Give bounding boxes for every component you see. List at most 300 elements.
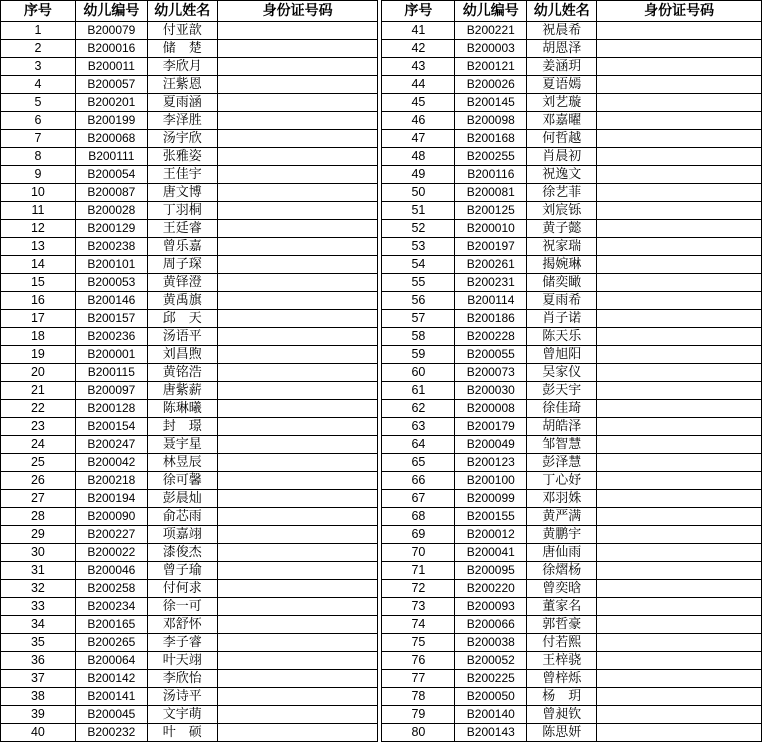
cell-seq-left[interactable]: 11 xyxy=(1,202,76,220)
cell-name-right[interactable]: 陈思妍 xyxy=(527,724,597,742)
cell-code-right[interactable]: B200168 xyxy=(455,130,527,148)
cell-code-right[interactable]: B200093 xyxy=(455,598,527,616)
cell-seq-right[interactable]: 54 xyxy=(382,256,455,274)
cell-id-card-left[interactable] xyxy=(217,130,378,148)
cell-code-right[interactable]: B200140 xyxy=(455,706,527,724)
cell-seq-left[interactable]: 38 xyxy=(1,688,76,706)
cell-id-card-right[interactable] xyxy=(597,238,762,256)
cell-code-left[interactable]: B200016 xyxy=(75,40,147,58)
cell-code-right[interactable]: B200261 xyxy=(455,256,527,274)
cell-name-right[interactable]: 徐熠杨 xyxy=(527,562,597,580)
cell-id-card-left[interactable] xyxy=(217,364,378,382)
cell-name-left[interactable]: 曾子瑜 xyxy=(147,562,217,580)
cell-name-left[interactable]: 汤宇欣 xyxy=(147,130,217,148)
cell-id-card-right[interactable] xyxy=(597,598,762,616)
cell-id-card-left[interactable] xyxy=(217,706,378,724)
cell-id-card-left[interactable] xyxy=(217,256,378,274)
cell-seq-left[interactable]: 28 xyxy=(1,508,76,526)
cell-code-left[interactable]: B200028 xyxy=(75,202,147,220)
cell-seq-left[interactable]: 10 xyxy=(1,184,76,202)
cell-id-card-right[interactable] xyxy=(597,166,762,184)
cell-code-right[interactable]: B200143 xyxy=(455,724,527,742)
cell-id-card-left[interactable] xyxy=(217,382,378,400)
cell-name-right[interactable]: 曾昶钦 xyxy=(527,706,597,724)
cell-id-card-right[interactable] xyxy=(597,688,762,706)
cell-seq-left[interactable]: 25 xyxy=(1,454,76,472)
cell-code-left[interactable]: B200090 xyxy=(75,508,147,526)
cell-seq-right[interactable]: 44 xyxy=(382,76,455,94)
cell-id-card-right[interactable] xyxy=(597,40,762,58)
cell-code-left[interactable]: B200001 xyxy=(75,346,147,364)
cell-code-left[interactable]: B200141 xyxy=(75,688,147,706)
cell-name-right[interactable]: 彭天宇 xyxy=(527,382,597,400)
cell-name-right[interactable]: 杨 玥 xyxy=(527,688,597,706)
cell-code-left[interactable]: B200165 xyxy=(75,616,147,634)
cell-name-right[interactable]: 揭婉琳 xyxy=(527,256,597,274)
cell-name-right[interactable]: 吴家仪 xyxy=(527,364,597,382)
cell-name-right[interactable]: 肖晨初 xyxy=(527,148,597,166)
cell-id-card-right[interactable] xyxy=(597,256,762,274)
cell-id-card-left[interactable] xyxy=(217,292,378,310)
cell-id-card-right[interactable] xyxy=(597,490,762,508)
cell-seq-left[interactable]: 3 xyxy=(1,58,76,76)
cell-code-left[interactable]: B200129 xyxy=(75,220,147,238)
cell-name-right[interactable]: 邓嘉曜 xyxy=(527,112,597,130)
cell-id-card-right[interactable] xyxy=(597,670,762,688)
cell-id-card-left[interactable] xyxy=(217,508,378,526)
cell-id-card-right[interactable] xyxy=(597,580,762,598)
cell-code-left[interactable]: B200042 xyxy=(75,454,147,472)
cell-id-card-left[interactable] xyxy=(217,580,378,598)
cell-name-right[interactable]: 刘宸铄 xyxy=(527,202,597,220)
cell-id-card-right[interactable] xyxy=(597,544,762,562)
cell-id-card-left[interactable] xyxy=(217,652,378,670)
cell-code-right[interactable]: B200095 xyxy=(455,562,527,580)
cell-code-right[interactable]: B200179 xyxy=(455,418,527,436)
cell-code-right[interactable]: B200041 xyxy=(455,544,527,562)
cell-seq-right[interactable]: 65 xyxy=(382,454,455,472)
cell-code-right[interactable]: B200055 xyxy=(455,346,527,364)
cell-seq-right[interactable]: 63 xyxy=(382,418,455,436)
cell-code-right[interactable]: B200012 xyxy=(455,526,527,544)
cell-id-card-left[interactable] xyxy=(217,220,378,238)
cell-name-left[interactable]: 李欣怡 xyxy=(147,670,217,688)
cell-seq-right[interactable]: 59 xyxy=(382,346,455,364)
cell-code-right[interactable]: B200066 xyxy=(455,616,527,634)
cell-seq-right[interactable]: 64 xyxy=(382,436,455,454)
cell-id-card-right[interactable] xyxy=(597,94,762,112)
cell-name-right[interactable]: 郭哲豪 xyxy=(527,616,597,634)
cell-seq-left[interactable]: 7 xyxy=(1,130,76,148)
cell-seq-right[interactable]: 79 xyxy=(382,706,455,724)
cell-name-left[interactable]: 邱 天 xyxy=(147,310,217,328)
cell-id-card-left[interactable] xyxy=(217,436,378,454)
cell-seq-left[interactable]: 1 xyxy=(1,22,76,40)
cell-id-card-left[interactable] xyxy=(217,328,378,346)
cell-name-left[interactable]: 唐文博 xyxy=(147,184,217,202)
cell-code-right[interactable]: B200008 xyxy=(455,400,527,418)
cell-code-left[interactable]: B200111 xyxy=(75,148,147,166)
cell-id-card-right[interactable] xyxy=(597,706,762,724)
cell-id-card-right[interactable] xyxy=(597,454,762,472)
cell-id-card-left[interactable] xyxy=(217,40,378,58)
cell-name-left[interactable]: 储 楚 xyxy=(147,40,217,58)
cell-id-card-right[interactable] xyxy=(597,274,762,292)
cell-seq-right[interactable]: 58 xyxy=(382,328,455,346)
cell-code-right[interactable]: B200255 xyxy=(455,148,527,166)
cell-seq-right[interactable]: 51 xyxy=(382,202,455,220)
cell-id-card-right[interactable] xyxy=(597,382,762,400)
cell-seq-right[interactable]: 75 xyxy=(382,634,455,652)
cell-code-left[interactable]: B200057 xyxy=(75,76,147,94)
cell-id-card-left[interactable] xyxy=(217,112,378,130)
cell-id-card-left[interactable] xyxy=(217,274,378,292)
cell-seq-right[interactable]: 77 xyxy=(382,670,455,688)
cell-seq-left[interactable]: 30 xyxy=(1,544,76,562)
cell-name-right[interactable]: 丁心妤 xyxy=(527,472,597,490)
cell-code-right[interactable]: B200197 xyxy=(455,238,527,256)
cell-name-right[interactable]: 储奕瞰 xyxy=(527,274,597,292)
cell-id-card-right[interactable] xyxy=(597,634,762,652)
cell-name-right[interactable]: 陈天乐 xyxy=(527,328,597,346)
cell-code-right[interactable]: B200081 xyxy=(455,184,527,202)
cell-code-right[interactable]: B200231 xyxy=(455,274,527,292)
cell-id-card-right[interactable] xyxy=(597,130,762,148)
cell-name-left[interactable]: 李子睿 xyxy=(147,634,217,652)
cell-seq-left[interactable]: 5 xyxy=(1,94,76,112)
cell-seq-right[interactable]: 74 xyxy=(382,616,455,634)
cell-id-card-left[interactable] xyxy=(217,76,378,94)
cell-code-left[interactable]: B200097 xyxy=(75,382,147,400)
cell-seq-left[interactable]: 34 xyxy=(1,616,76,634)
cell-code-left[interactable]: B200234 xyxy=(75,598,147,616)
cell-id-card-right[interactable] xyxy=(597,112,762,130)
cell-code-right[interactable]: B200155 xyxy=(455,508,527,526)
cell-seq-right[interactable]: 41 xyxy=(382,22,455,40)
cell-seq-left[interactable]: 13 xyxy=(1,238,76,256)
cell-id-card-right[interactable] xyxy=(597,22,762,40)
cell-code-left[interactable]: B200053 xyxy=(75,274,147,292)
cell-code-right[interactable]: B200052 xyxy=(455,652,527,670)
cell-name-right[interactable]: 黄子懿 xyxy=(527,220,597,238)
cell-code-right[interactable]: B200225 xyxy=(455,670,527,688)
cell-code-left[interactable]: B200194 xyxy=(75,490,147,508)
cell-code-left[interactable]: B200154 xyxy=(75,418,147,436)
cell-code-left[interactable]: B200142 xyxy=(75,670,147,688)
cell-seq-left[interactable]: 39 xyxy=(1,706,76,724)
cell-code-left[interactable]: B200238 xyxy=(75,238,147,256)
cell-name-right[interactable]: 肖子诺 xyxy=(527,310,597,328)
cell-seq-left[interactable]: 24 xyxy=(1,436,76,454)
cell-name-right[interactable]: 徐艺菲 xyxy=(527,184,597,202)
cell-code-right[interactable]: B200220 xyxy=(455,580,527,598)
cell-seq-right[interactable]: 62 xyxy=(382,400,455,418)
cell-id-card-right[interactable] xyxy=(597,148,762,166)
cell-id-card-left[interactable] xyxy=(217,490,378,508)
cell-seq-right[interactable]: 80 xyxy=(382,724,455,742)
cell-seq-left[interactable]: 8 xyxy=(1,148,76,166)
cell-seq-left[interactable]: 18 xyxy=(1,328,76,346)
cell-id-card-right[interactable] xyxy=(597,310,762,328)
cell-seq-right[interactable]: 78 xyxy=(382,688,455,706)
cell-seq-left[interactable]: 9 xyxy=(1,166,76,184)
cell-code-left[interactable]: B200218 xyxy=(75,472,147,490)
cell-code-left[interactable]: B200054 xyxy=(75,166,147,184)
cell-name-left[interactable]: 林昱辰 xyxy=(147,454,217,472)
cell-code-right[interactable]: B200003 xyxy=(455,40,527,58)
cell-name-left[interactable]: 王佳宇 xyxy=(147,166,217,184)
cell-name-right[interactable]: 邓羽姝 xyxy=(527,490,597,508)
cell-name-left[interactable]: 项嘉翊 xyxy=(147,526,217,544)
cell-code-right[interactable]: B200114 xyxy=(455,292,527,310)
cell-id-card-right[interactable] xyxy=(597,418,762,436)
cell-seq-right[interactable]: 52 xyxy=(382,220,455,238)
cell-seq-right[interactable]: 61 xyxy=(382,382,455,400)
cell-id-card-right[interactable] xyxy=(597,58,762,76)
cell-id-card-right[interactable] xyxy=(597,400,762,418)
cell-id-card-right[interactable] xyxy=(597,364,762,382)
cell-seq-left[interactable]: 20 xyxy=(1,364,76,382)
cell-seq-left[interactable]: 16 xyxy=(1,292,76,310)
cell-id-card-right[interactable] xyxy=(597,184,762,202)
cell-code-left[interactable]: B200079 xyxy=(75,22,147,40)
cell-code-left[interactable]: B200087 xyxy=(75,184,147,202)
cell-name-right[interactable]: 祝家瑞 xyxy=(527,238,597,256)
cell-id-card-left[interactable] xyxy=(217,472,378,490)
cell-id-card-right[interactable] xyxy=(597,328,762,346)
cell-seq-left[interactable]: 40 xyxy=(1,724,76,742)
cell-id-card-left[interactable] xyxy=(217,310,378,328)
cell-seq-left[interactable]: 37 xyxy=(1,670,76,688)
cell-name-left[interactable]: 汪紫恩 xyxy=(147,76,217,94)
cell-seq-left[interactable]: 6 xyxy=(1,112,76,130)
cell-name-right[interactable]: 曾奕晗 xyxy=(527,580,597,598)
cell-id-card-right[interactable] xyxy=(597,724,762,742)
cell-id-card-right[interactable] xyxy=(597,202,762,220)
cell-name-right[interactable]: 祝晨希 xyxy=(527,22,597,40)
cell-name-left[interactable]: 汤语平 xyxy=(147,328,217,346)
cell-name-left[interactable]: 叶 硕 xyxy=(147,724,217,742)
cell-name-right[interactable]: 姜涵玥 xyxy=(527,58,597,76)
cell-code-left[interactable]: B200258 xyxy=(75,580,147,598)
cell-code-left[interactable]: B200128 xyxy=(75,400,147,418)
cell-code-right[interactable]: B200221 xyxy=(455,22,527,40)
cell-name-left[interactable]: 付何求 xyxy=(147,580,217,598)
cell-name-right[interactable]: 黄严满 xyxy=(527,508,597,526)
cell-seq-left[interactable]: 31 xyxy=(1,562,76,580)
cell-id-card-left[interactable] xyxy=(217,634,378,652)
cell-name-right[interactable]: 胡皓泽 xyxy=(527,418,597,436)
cell-seq-left[interactable]: 22 xyxy=(1,400,76,418)
cell-id-card-right[interactable] xyxy=(597,76,762,94)
cell-seq-left[interactable]: 36 xyxy=(1,652,76,670)
cell-seq-left[interactable]: 14 xyxy=(1,256,76,274)
cell-id-card-left[interactable] xyxy=(217,454,378,472)
cell-name-left[interactable]: 刘昌煦 xyxy=(147,346,217,364)
cell-name-left[interactable]: 付亚歆 xyxy=(147,22,217,40)
cell-seq-right[interactable]: 45 xyxy=(382,94,455,112)
cell-code-left[interactable]: B200046 xyxy=(75,562,147,580)
cell-code-right[interactable]: B200026 xyxy=(455,76,527,94)
cell-code-left[interactable]: B200022 xyxy=(75,544,147,562)
cell-id-card-left[interactable] xyxy=(217,238,378,256)
cell-id-card-left[interactable] xyxy=(217,544,378,562)
cell-id-card-left[interactable] xyxy=(217,22,378,40)
cell-name-left[interactable]: 徐可馨 xyxy=(147,472,217,490)
cell-code-left[interactable]: B200236 xyxy=(75,328,147,346)
cell-name-right[interactable]: 曾梓烁 xyxy=(527,670,597,688)
cell-seq-right[interactable]: 67 xyxy=(382,490,455,508)
cell-name-right[interactable]: 付若熙 xyxy=(527,634,597,652)
cell-name-right[interactable]: 徐佳琦 xyxy=(527,400,597,418)
cell-name-left[interactable]: 彭晨灿 xyxy=(147,490,217,508)
cell-code-right[interactable]: B200099 xyxy=(455,490,527,508)
cell-id-card-left[interactable] xyxy=(217,166,378,184)
cell-code-left[interactable]: B200265 xyxy=(75,634,147,652)
cell-name-left[interactable]: 黄禹旗 xyxy=(147,292,217,310)
cell-name-left[interactable]: 唐紫薪 xyxy=(147,382,217,400)
cell-code-left[interactable]: B200045 xyxy=(75,706,147,724)
cell-name-right[interactable]: 祝逸文 xyxy=(527,166,597,184)
cell-code-right[interactable]: B200125 xyxy=(455,202,527,220)
cell-code-left[interactable]: B200227 xyxy=(75,526,147,544)
cell-code-right[interactable]: B200116 xyxy=(455,166,527,184)
cell-code-left[interactable]: B200011 xyxy=(75,58,147,76)
cell-name-right[interactable]: 胡恩泽 xyxy=(527,40,597,58)
cell-id-card-left[interactable] xyxy=(217,418,378,436)
cell-seq-right[interactable]: 42 xyxy=(382,40,455,58)
cell-seq-right[interactable]: 57 xyxy=(382,310,455,328)
cell-id-card-left[interactable] xyxy=(217,688,378,706)
cell-id-card-left[interactable] xyxy=(217,526,378,544)
cell-name-left[interactable]: 聂宇星 xyxy=(147,436,217,454)
cell-code-left[interactable]: B200199 xyxy=(75,112,147,130)
cell-id-card-left[interactable] xyxy=(217,670,378,688)
cell-seq-left[interactable]: 12 xyxy=(1,220,76,238)
cell-id-card-left[interactable] xyxy=(217,58,378,76)
cell-name-right[interactable]: 邹智慧 xyxy=(527,436,597,454)
cell-id-card-right[interactable] xyxy=(597,220,762,238)
cell-id-card-left[interactable] xyxy=(217,346,378,364)
cell-seq-right[interactable]: 68 xyxy=(382,508,455,526)
cell-seq-left[interactable]: 2 xyxy=(1,40,76,58)
cell-name-left[interactable]: 周子琛 xyxy=(147,256,217,274)
cell-name-left[interactable]: 曾乐嘉 xyxy=(147,238,217,256)
cell-seq-right[interactable]: 69 xyxy=(382,526,455,544)
cell-id-card-left[interactable] xyxy=(217,184,378,202)
cell-seq-right[interactable]: 73 xyxy=(382,598,455,616)
cell-name-left[interactable]: 陈琳曦 xyxy=(147,400,217,418)
cell-code-right[interactable]: B200100 xyxy=(455,472,527,490)
cell-code-left[interactable]: B200201 xyxy=(75,94,147,112)
cell-name-left[interactable]: 黄铭浩 xyxy=(147,364,217,382)
cell-name-left[interactable]: 封 璟 xyxy=(147,418,217,436)
cell-seq-right[interactable]: 53 xyxy=(382,238,455,256)
cell-seq-right[interactable]: 70 xyxy=(382,544,455,562)
cell-seq-left[interactable]: 19 xyxy=(1,346,76,364)
cell-code-left[interactable]: B200247 xyxy=(75,436,147,454)
cell-id-card-left[interactable] xyxy=(217,598,378,616)
cell-name-left[interactable]: 张雅姿 xyxy=(147,148,217,166)
cell-name-left[interactable]: 汤诗平 xyxy=(147,688,217,706)
cell-seq-right[interactable]: 71 xyxy=(382,562,455,580)
cell-code-right[interactable]: B200145 xyxy=(455,94,527,112)
cell-name-right[interactable]: 刘艺璇 xyxy=(527,94,597,112)
cell-id-card-left[interactable] xyxy=(217,400,378,418)
cell-code-right[interactable]: B200049 xyxy=(455,436,527,454)
cell-seq-left[interactable]: 35 xyxy=(1,634,76,652)
cell-name-right[interactable]: 唐仙雨 xyxy=(527,544,597,562)
cell-seq-right[interactable]: 60 xyxy=(382,364,455,382)
cell-code-right[interactable]: B200073 xyxy=(455,364,527,382)
cell-id-card-right[interactable] xyxy=(597,562,762,580)
cell-seq-right[interactable]: 50 xyxy=(382,184,455,202)
cell-name-right[interactable]: 王梓骁 xyxy=(527,652,597,670)
cell-name-right[interactable]: 夏语嫣 xyxy=(527,76,597,94)
cell-code-left[interactable]: B200115 xyxy=(75,364,147,382)
cell-id-card-right[interactable] xyxy=(597,652,762,670)
cell-seq-right[interactable]: 46 xyxy=(382,112,455,130)
cell-id-card-right[interactable] xyxy=(597,346,762,364)
cell-id-card-right[interactable] xyxy=(597,472,762,490)
cell-id-card-right[interactable] xyxy=(597,526,762,544)
cell-seq-right[interactable]: 48 xyxy=(382,148,455,166)
cell-id-card-left[interactable] xyxy=(217,202,378,220)
cell-name-left[interactable]: 夏雨涵 xyxy=(147,94,217,112)
cell-seq-left[interactable]: 26 xyxy=(1,472,76,490)
cell-id-card-left[interactable] xyxy=(217,94,378,112)
cell-name-right[interactable]: 黄鹏宇 xyxy=(527,526,597,544)
cell-seq-left[interactable]: 4 xyxy=(1,76,76,94)
cell-name-left[interactable]: 李欣月 xyxy=(147,58,217,76)
cell-seq-left[interactable]: 33 xyxy=(1,598,76,616)
cell-seq-right[interactable]: 43 xyxy=(382,58,455,76)
cell-name-left[interactable]: 李泽胜 xyxy=(147,112,217,130)
cell-id-card-left[interactable] xyxy=(217,562,378,580)
cell-seq-right[interactable]: 55 xyxy=(382,274,455,292)
cell-id-card-right[interactable] xyxy=(597,616,762,634)
cell-seq-right[interactable]: 66 xyxy=(382,472,455,490)
cell-name-right[interactable]: 夏雨希 xyxy=(527,292,597,310)
cell-seq-left[interactable]: 27 xyxy=(1,490,76,508)
cell-code-right[interactable]: B200123 xyxy=(455,454,527,472)
cell-id-card-left[interactable] xyxy=(217,724,378,742)
cell-id-card-right[interactable] xyxy=(597,508,762,526)
cell-name-left[interactable]: 漆俊杰 xyxy=(147,544,217,562)
cell-code-left[interactable]: B200157 xyxy=(75,310,147,328)
cell-code-right[interactable]: B200030 xyxy=(455,382,527,400)
cell-id-card-right[interactable] xyxy=(597,292,762,310)
cell-id-card-left[interactable] xyxy=(217,148,378,166)
cell-seq-right[interactable]: 49 xyxy=(382,166,455,184)
cell-code-left[interactable]: B200232 xyxy=(75,724,147,742)
cell-name-left[interactable]: 文宇萌 xyxy=(147,706,217,724)
cell-name-right[interactable]: 彭泽慧 xyxy=(527,454,597,472)
cell-seq-left[interactable]: 21 xyxy=(1,382,76,400)
cell-seq-left[interactable]: 29 xyxy=(1,526,76,544)
cell-seq-right[interactable]: 47 xyxy=(382,130,455,148)
cell-code-left[interactable]: B200101 xyxy=(75,256,147,274)
cell-code-right[interactable]: B200121 xyxy=(455,58,527,76)
cell-name-right[interactable]: 何哲越 xyxy=(527,130,597,148)
cell-code-left[interactable]: B200068 xyxy=(75,130,147,148)
cell-seq-right[interactable]: 56 xyxy=(382,292,455,310)
cell-seq-right[interactable]: 72 xyxy=(382,580,455,598)
cell-name-right[interactable]: 董家名 xyxy=(527,598,597,616)
cell-code-right[interactable]: B200050 xyxy=(455,688,527,706)
cell-name-left[interactable]: 邓舒怀 xyxy=(147,616,217,634)
cell-code-right[interactable]: B200038 xyxy=(455,634,527,652)
